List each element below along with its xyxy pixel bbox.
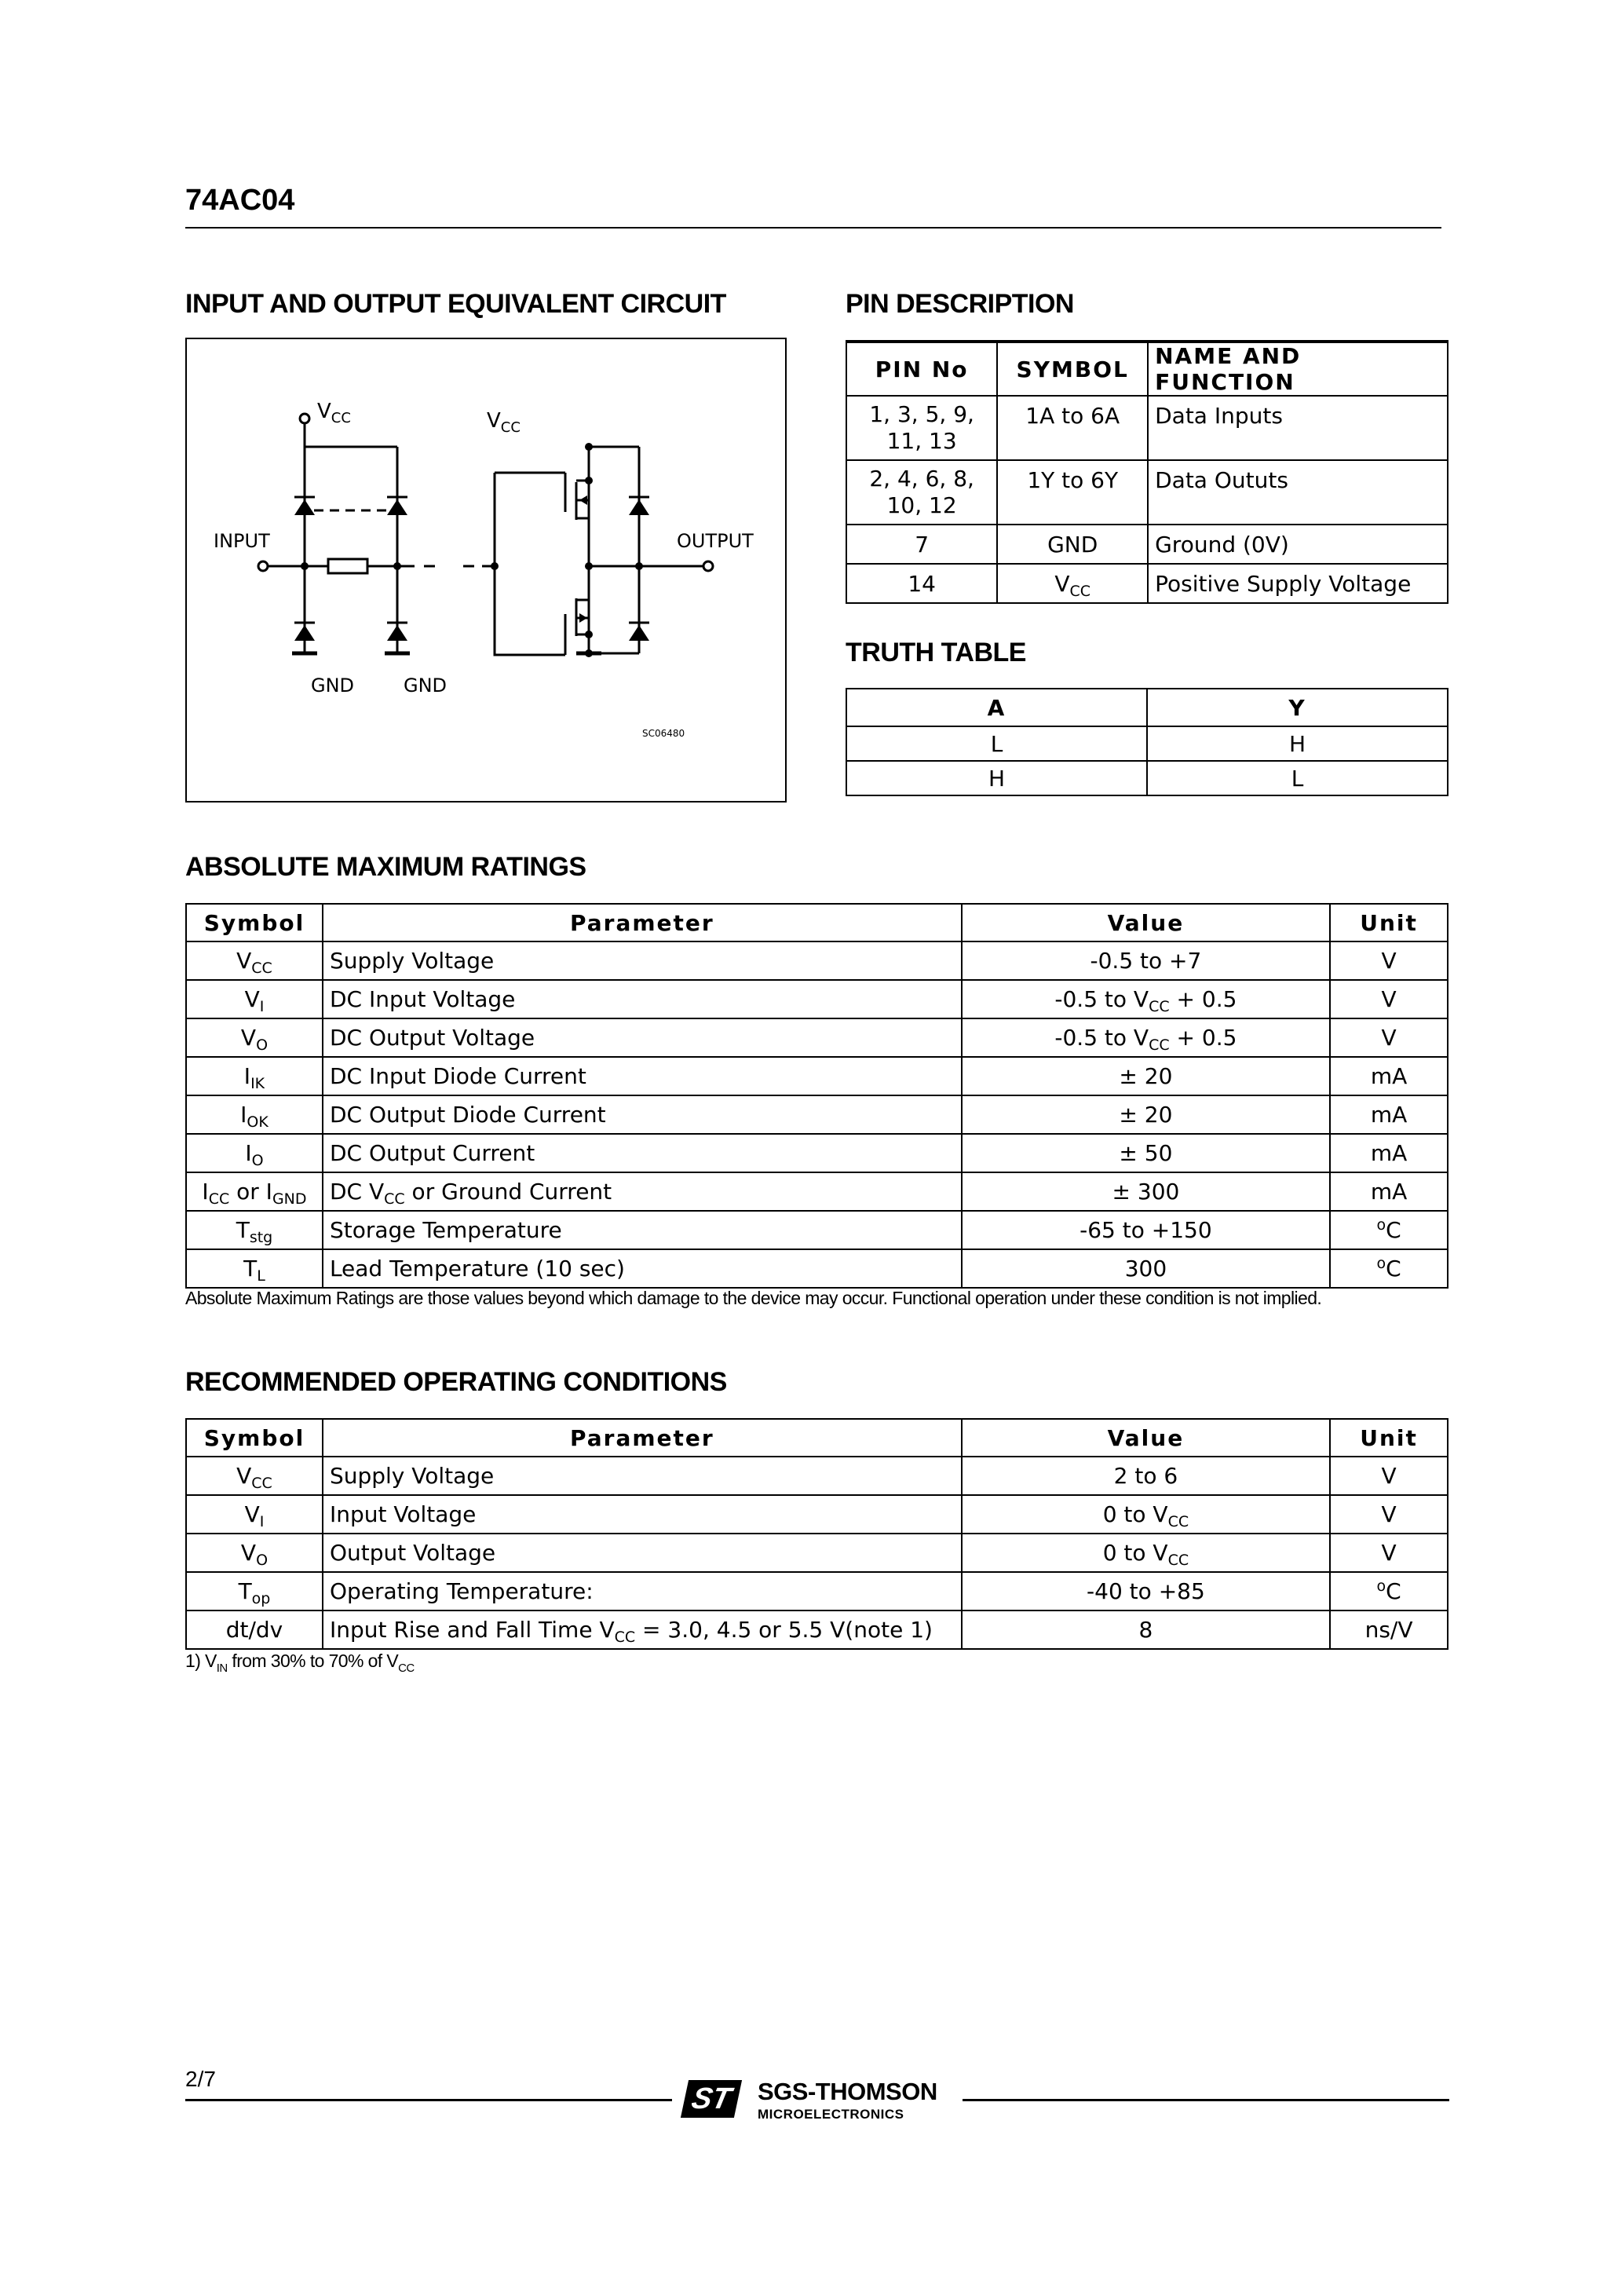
symbol-cell: $T_L$: [186, 1249, 323, 1288]
unit-cell: $^o$C: [1330, 1249, 1448, 1288]
rec-op-title: RECOMMENDED OPERATING CONDITIONS: [185, 1367, 727, 1397]
circuit-diagram: [187, 339, 785, 801]
pin-description-table: [846, 340, 1448, 604]
table-row: [186, 1018, 1448, 1057]
company-name: SGS-THOMSON: [758, 2078, 937, 2105]
output-label: OUTPUT: [677, 530, 754, 552]
symbol-cell: $T_{stg}$: [186, 1211, 323, 1249]
table-row: [186, 1211, 1448, 1249]
unit-cell: mA: [1330, 1134, 1448, 1172]
unit-col-header: Unit: [1330, 1419, 1448, 1457]
symbol-cell: $V_O$: [186, 1018, 323, 1057]
page-number: 2/7: [185, 2067, 216, 2091]
rec-op-note: 1) $V_{IN}$ from 30% to 70% of $V_{CC}$: [185, 1651, 415, 1675]
vcc-left-label: $V_{CC}$: [317, 400, 351, 426]
table-row: [846, 525, 1448, 564]
circuit-title: INPUT AND OUTPUT EQUIVALENT CIRCUIT: [185, 289, 726, 319]
pin-cell: 7: [846, 525, 997, 564]
parameter-cell: DC Output Voltage: [323, 1018, 962, 1057]
truth-cell: L: [846, 726, 1147, 761]
symbol-cell: $I_{IK}$: [186, 1057, 323, 1095]
table-row: [186, 941, 1448, 980]
pin-cell: 11, 13: [886, 428, 957, 454]
footer-rule-right: [963, 2099, 1449, 2101]
value-cell: 8: [962, 1610, 1330, 1649]
parameter-cell: DC Output Diode Current: [323, 1095, 962, 1134]
unit-cell: $^o$C: [1330, 1211, 1448, 1249]
abs-max-title: ABSOLUTE MAXIMUM RATINGS: [185, 852, 586, 882]
unit-cell: mA: [1330, 1095, 1448, 1134]
symbol-col-header: Symbol: [186, 904, 323, 941]
value-cell: 0 to $V_{CC}$: [962, 1534, 1330, 1572]
parameter-cell: Output Voltage: [323, 1534, 962, 1572]
header-rule: [185, 227, 1441, 229]
table-row: [846, 726, 1448, 761]
circuit-diagram-frame: [185, 338, 787, 803]
table-row: [186, 1172, 1448, 1211]
symbol-col-header: Symbol: [186, 1419, 323, 1457]
parameter-cell: Storage Temperature: [323, 1211, 962, 1249]
unit-cell: V: [1330, 980, 1448, 1018]
pin-cell: 1, 3, 5, 9,: [869, 401, 974, 427]
symbol-cell: $V_{CC}$: [186, 941, 323, 980]
footer-rule-left: [185, 2099, 672, 2101]
value-cell: 300: [962, 1249, 1330, 1288]
truth-cell: H: [1147, 726, 1448, 761]
symbol-col-header: SYMBOL: [997, 342, 1148, 396]
truth-table-title: TRUTH TABLE: [846, 638, 1026, 667]
pin-col-header: PIN No: [846, 342, 997, 396]
truth-header-a: A: [846, 689, 1147, 726]
symbol-cell: GND: [997, 525, 1148, 564]
gnd-label-1: GND: [311, 675, 355, 696]
symbol-cell: dt/dv: [186, 1610, 323, 1649]
value-col-header: Value: [962, 1419, 1330, 1457]
table-row: [186, 1610, 1448, 1649]
symbol-cell: 1A to 6A: [997, 396, 1148, 460]
value-col-header: Value: [962, 904, 1330, 941]
vcc-right-label: $V_{CC}$: [487, 409, 521, 436]
symbol-cell: $V_I$: [186, 980, 323, 1018]
value-cell: -0.5 to $V_{CC} + 0.5$: [962, 980, 1330, 1018]
unit-cell: V: [1330, 1534, 1448, 1572]
truth-header-y: Y: [1147, 689, 1448, 726]
unit-cell: $^o$C: [1330, 1572, 1448, 1610]
pin-cell: 14: [846, 564, 997, 603]
truth-cell: L: [1147, 761, 1448, 795]
unit-cell: mA: [1330, 1172, 1448, 1211]
symbol-cell: $T_{op}$: [186, 1572, 323, 1610]
parameter-col-header: Parameter: [323, 1419, 962, 1457]
table-row: [186, 1495, 1448, 1534]
division-name: MICROELECTRONICS: [758, 2107, 904, 2122]
value-cell: 0 to $V_{CC}$: [962, 1495, 1330, 1534]
table-row: [186, 1057, 1448, 1095]
table-row: [846, 761, 1448, 795]
value-cell: -65 to +150: [962, 1211, 1330, 1249]
abs-max-note: Absolute Maximum Ratings are those values beyond which damage to the device may occur. Functional operation under these condition is not implied.: [185, 1288, 1322, 1308]
parameter-cell: Lead Temperature (10 sec): [323, 1249, 962, 1288]
table-row: [846, 396, 1448, 460]
unit-cell: V: [1330, 1018, 1448, 1057]
unit-cell: mA: [1330, 1057, 1448, 1095]
parameter-cell: DC $V_{CC}$ or Ground Current: [323, 1172, 962, 1211]
parameter-cell: Input Voltage: [323, 1495, 962, 1534]
gnd-label-2: GND: [404, 675, 448, 696]
value-cell: -40 to +85: [962, 1572, 1330, 1610]
table-row: [186, 1095, 1448, 1134]
drawing-code: SC06480: [642, 728, 685, 739]
unit-cell: V: [1330, 941, 1448, 980]
unit-col-header: Unit: [1330, 904, 1448, 941]
pin-cell: 2, 4, 6, 8,: [869, 466, 974, 492]
symbol-cell: $I_{OK}$: [186, 1095, 323, 1134]
symbol-cell: $V_I$: [186, 1495, 323, 1534]
name-cell: Data Inputs: [1148, 396, 1448, 460]
table-row: [186, 1572, 1448, 1610]
table-row: [186, 980, 1448, 1018]
symbol-cell: $I_{CC}$ or $I_{GND}$: [186, 1172, 323, 1211]
table-row: [846, 564, 1448, 603]
unit-cell: ns/V: [1330, 1610, 1448, 1649]
parameter-cell: DC Input Voltage: [323, 980, 962, 1018]
table-row: [846, 460, 1448, 525]
truth-cell: H: [846, 761, 1147, 795]
symbol-cell: 1Y to 6Y: [997, 460, 1148, 525]
st-logo: ST: [681, 2080, 742, 2118]
value-cell: ± 300: [962, 1172, 1330, 1211]
rec-op-table: [185, 1418, 1448, 1650]
pin-description-title: PIN DESCRIPTION: [846, 289, 1074, 319]
unit-cell: V: [1330, 1495, 1448, 1534]
value-cell: 2 to 6: [962, 1457, 1330, 1495]
table-row: [186, 1457, 1448, 1495]
truth-table: [846, 688, 1448, 796]
name-cell: Ground (0V): [1148, 525, 1448, 564]
parameter-cell: Input Rise and Fall Time $V_{CC} = 3.0$, 4.5 or 5.5 V(note 1): [323, 1610, 962, 1649]
parameter-cell: Operating Temperature:: [323, 1572, 962, 1610]
symbol-cell: $V_{CC}$: [186, 1457, 323, 1495]
symbol-cell: $I_O$: [186, 1134, 323, 1172]
parameter-cell: DC Input Diode Current: [323, 1057, 962, 1095]
table-row: [186, 1534, 1448, 1572]
parameter-cell: Supply Voltage: [323, 941, 962, 980]
value-cell: ± 20: [962, 1095, 1330, 1134]
value-cell: ± 50: [962, 1134, 1330, 1172]
table-row: [186, 1249, 1448, 1288]
value-cell: -0.5 to $V_{CC} + 0.5$: [962, 1018, 1330, 1057]
name-col-header: NAME AND FUNCTION: [1148, 342, 1448, 396]
input-label: INPUT: [214, 530, 270, 552]
parameter-cell: Supply Voltage: [323, 1457, 962, 1495]
abs-max-table: [185, 903, 1448, 1289]
pin-cell: 10, 12: [886, 492, 957, 518]
parameter-col-header: Parameter: [323, 904, 962, 941]
part-number: 74AC04: [185, 184, 295, 217]
table-row: [186, 1134, 1448, 1172]
value-cell: ± 20: [962, 1057, 1330, 1095]
unit-cell: V: [1330, 1457, 1448, 1495]
parameter-cell: DC Output Current: [323, 1134, 962, 1172]
name-cell: Positive Supply Voltage: [1148, 564, 1448, 603]
symbol-cell: $V_{CC}$: [997, 564, 1148, 603]
name-cell: Data Oututs: [1148, 460, 1448, 525]
value-cell: -0.5 to +7: [962, 941, 1330, 980]
symbol-cell: $V_O$: [186, 1534, 323, 1572]
